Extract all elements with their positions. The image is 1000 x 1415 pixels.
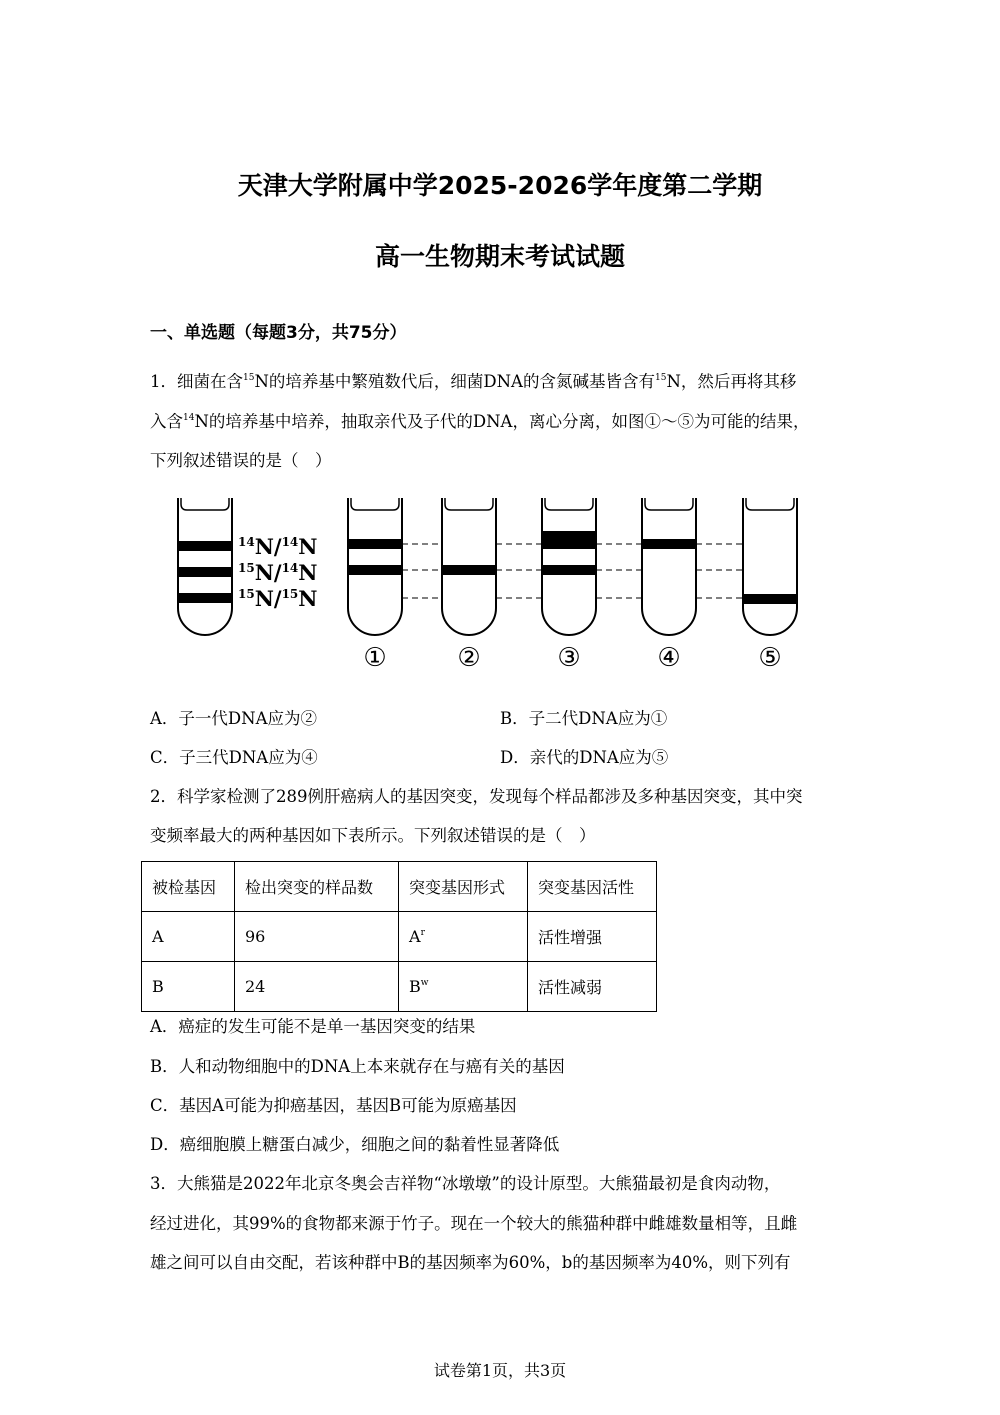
table-cell: 活性增强 xyxy=(528,912,657,962)
tube-4-band-14-14 xyxy=(642,539,696,549)
tube-number-5: ⑤ xyxy=(758,643,782,673)
tube-1-band-15-14 xyxy=(348,565,402,575)
table-cell: B xyxy=(142,962,235,1012)
label-15N-14N: $^{15}$N/$^{14}$N xyxy=(238,560,318,585)
tube-2-band-15-14 xyxy=(442,565,496,575)
q1-option-a: A．子一代DNA应为② xyxy=(150,709,317,728)
q2-option-c: C．基因A可能为抑癌基因，基因B可能为原癌基因 xyxy=(150,1096,517,1115)
dna-centrifuge-figure xyxy=(0,490,1000,675)
q3-line3: 雄之间可以自由交配，若该种群中B的基因频率为60%，b的基因频率为40%，则下列有 xyxy=(150,1253,791,1272)
q1-line1: 1．细菌在含$^{15}$N的培养基中繁殖数代后，细菌DNA的含氮碱基皆含有$^{15}$N，然后再将其移 xyxy=(150,372,797,391)
table-row xyxy=(142,962,657,1012)
ref-band-14-14 xyxy=(178,541,232,551)
page-footer: 试卷第1页，共3页 xyxy=(433,1361,567,1380)
tube-3-band-14-14 xyxy=(542,531,596,549)
gene-mutation-table xyxy=(141,861,657,1012)
q2-line1: 2．科学家检测了289例肝癌病人的基因突变，发现每个样品都涉及多种基因突变，其中突 xyxy=(150,787,803,806)
tube-number-3: ③ xyxy=(557,643,581,673)
q1-line2: 入含$^{14}$N的培养基中培养，抽取亲代及子代的DNA，离心分离，如图①～⑤为可能的结果， xyxy=(150,412,810,431)
ref-band-15-14 xyxy=(178,567,232,577)
tube-3-band-15-14 xyxy=(542,565,596,575)
table-cell: 96 xyxy=(235,912,399,962)
table-cell: 24 xyxy=(235,962,399,1012)
tube-1-band-14-14 xyxy=(348,539,402,549)
q2-option-a: A．癌症的发生可能不是单一基因突变的结果 xyxy=(150,1017,476,1036)
exam-title-line2: 高一生物期末考试试题 xyxy=(374,242,625,271)
q1-option-c: C．子三代DNA应为④ xyxy=(150,748,318,767)
table-header-cell: 突变基因形式 xyxy=(399,862,528,912)
table-cell: $B^w$ xyxy=(399,962,528,1012)
exam-title-line1: 天津大学附属中学2025-2026学年度第二学期 xyxy=(237,171,763,200)
table-header-cell: 被检基因 xyxy=(142,862,235,912)
table-header-row xyxy=(142,862,657,912)
q1-option-b: B．子二代DNA应为① xyxy=(500,709,668,728)
tube-5 xyxy=(743,498,797,635)
q2-line2: 变频率最大的两种基因如下表所示。下列叙述错误的是（ ） xyxy=(150,826,596,845)
ref-band-15-15 xyxy=(178,593,232,603)
table-cell: 活性减弱 xyxy=(528,962,657,1012)
q1-option-d: D．亲代的DNA应为⑤ xyxy=(500,748,669,767)
tube-number-1: ① xyxy=(363,643,387,673)
q2-option-d: D．癌细胞膜上糖蛋白减少，细胞之间的黏着性显著降低 xyxy=(150,1135,560,1154)
tube-number-4: ④ xyxy=(657,643,681,673)
q2-option-b: B．人和动物细胞中的DNA上本来就存在与癌有关的基因 xyxy=(150,1057,565,1076)
table-cell: A xyxy=(142,912,235,962)
tube-4 xyxy=(642,498,696,635)
table-row xyxy=(142,912,657,962)
q3-line1: 3．大熊猫是2022年北京冬奥会吉祥物“冰墩墩”的设计原型。大熊猫最初是食肉动物， xyxy=(150,1174,781,1193)
table-cell: $A^r$ xyxy=(399,912,528,962)
q1-line3: 下列叙述错误的是（ ） xyxy=(150,451,332,470)
tube-number-2: ② xyxy=(457,643,481,673)
reference-tube xyxy=(178,498,232,635)
label-15N-15N: $^{15}$N/$^{15}$N xyxy=(238,586,318,611)
q3-line2: 经过进化，其99%的食物都来源于竹子。现在一个较大的熊猫种群中雌雄数量相等，且雌 xyxy=(150,1214,798,1233)
table-header-cell: 突变基因活性 xyxy=(528,862,657,912)
table-header-cell: 检出突变的样品数 xyxy=(235,862,399,912)
label-14N-14N: $^{14}$N/$^{14}$N xyxy=(238,534,318,559)
section-heading: 一、单选题（每题3分，共75分） xyxy=(150,323,407,343)
tube-5-band-15-15 xyxy=(743,594,797,604)
